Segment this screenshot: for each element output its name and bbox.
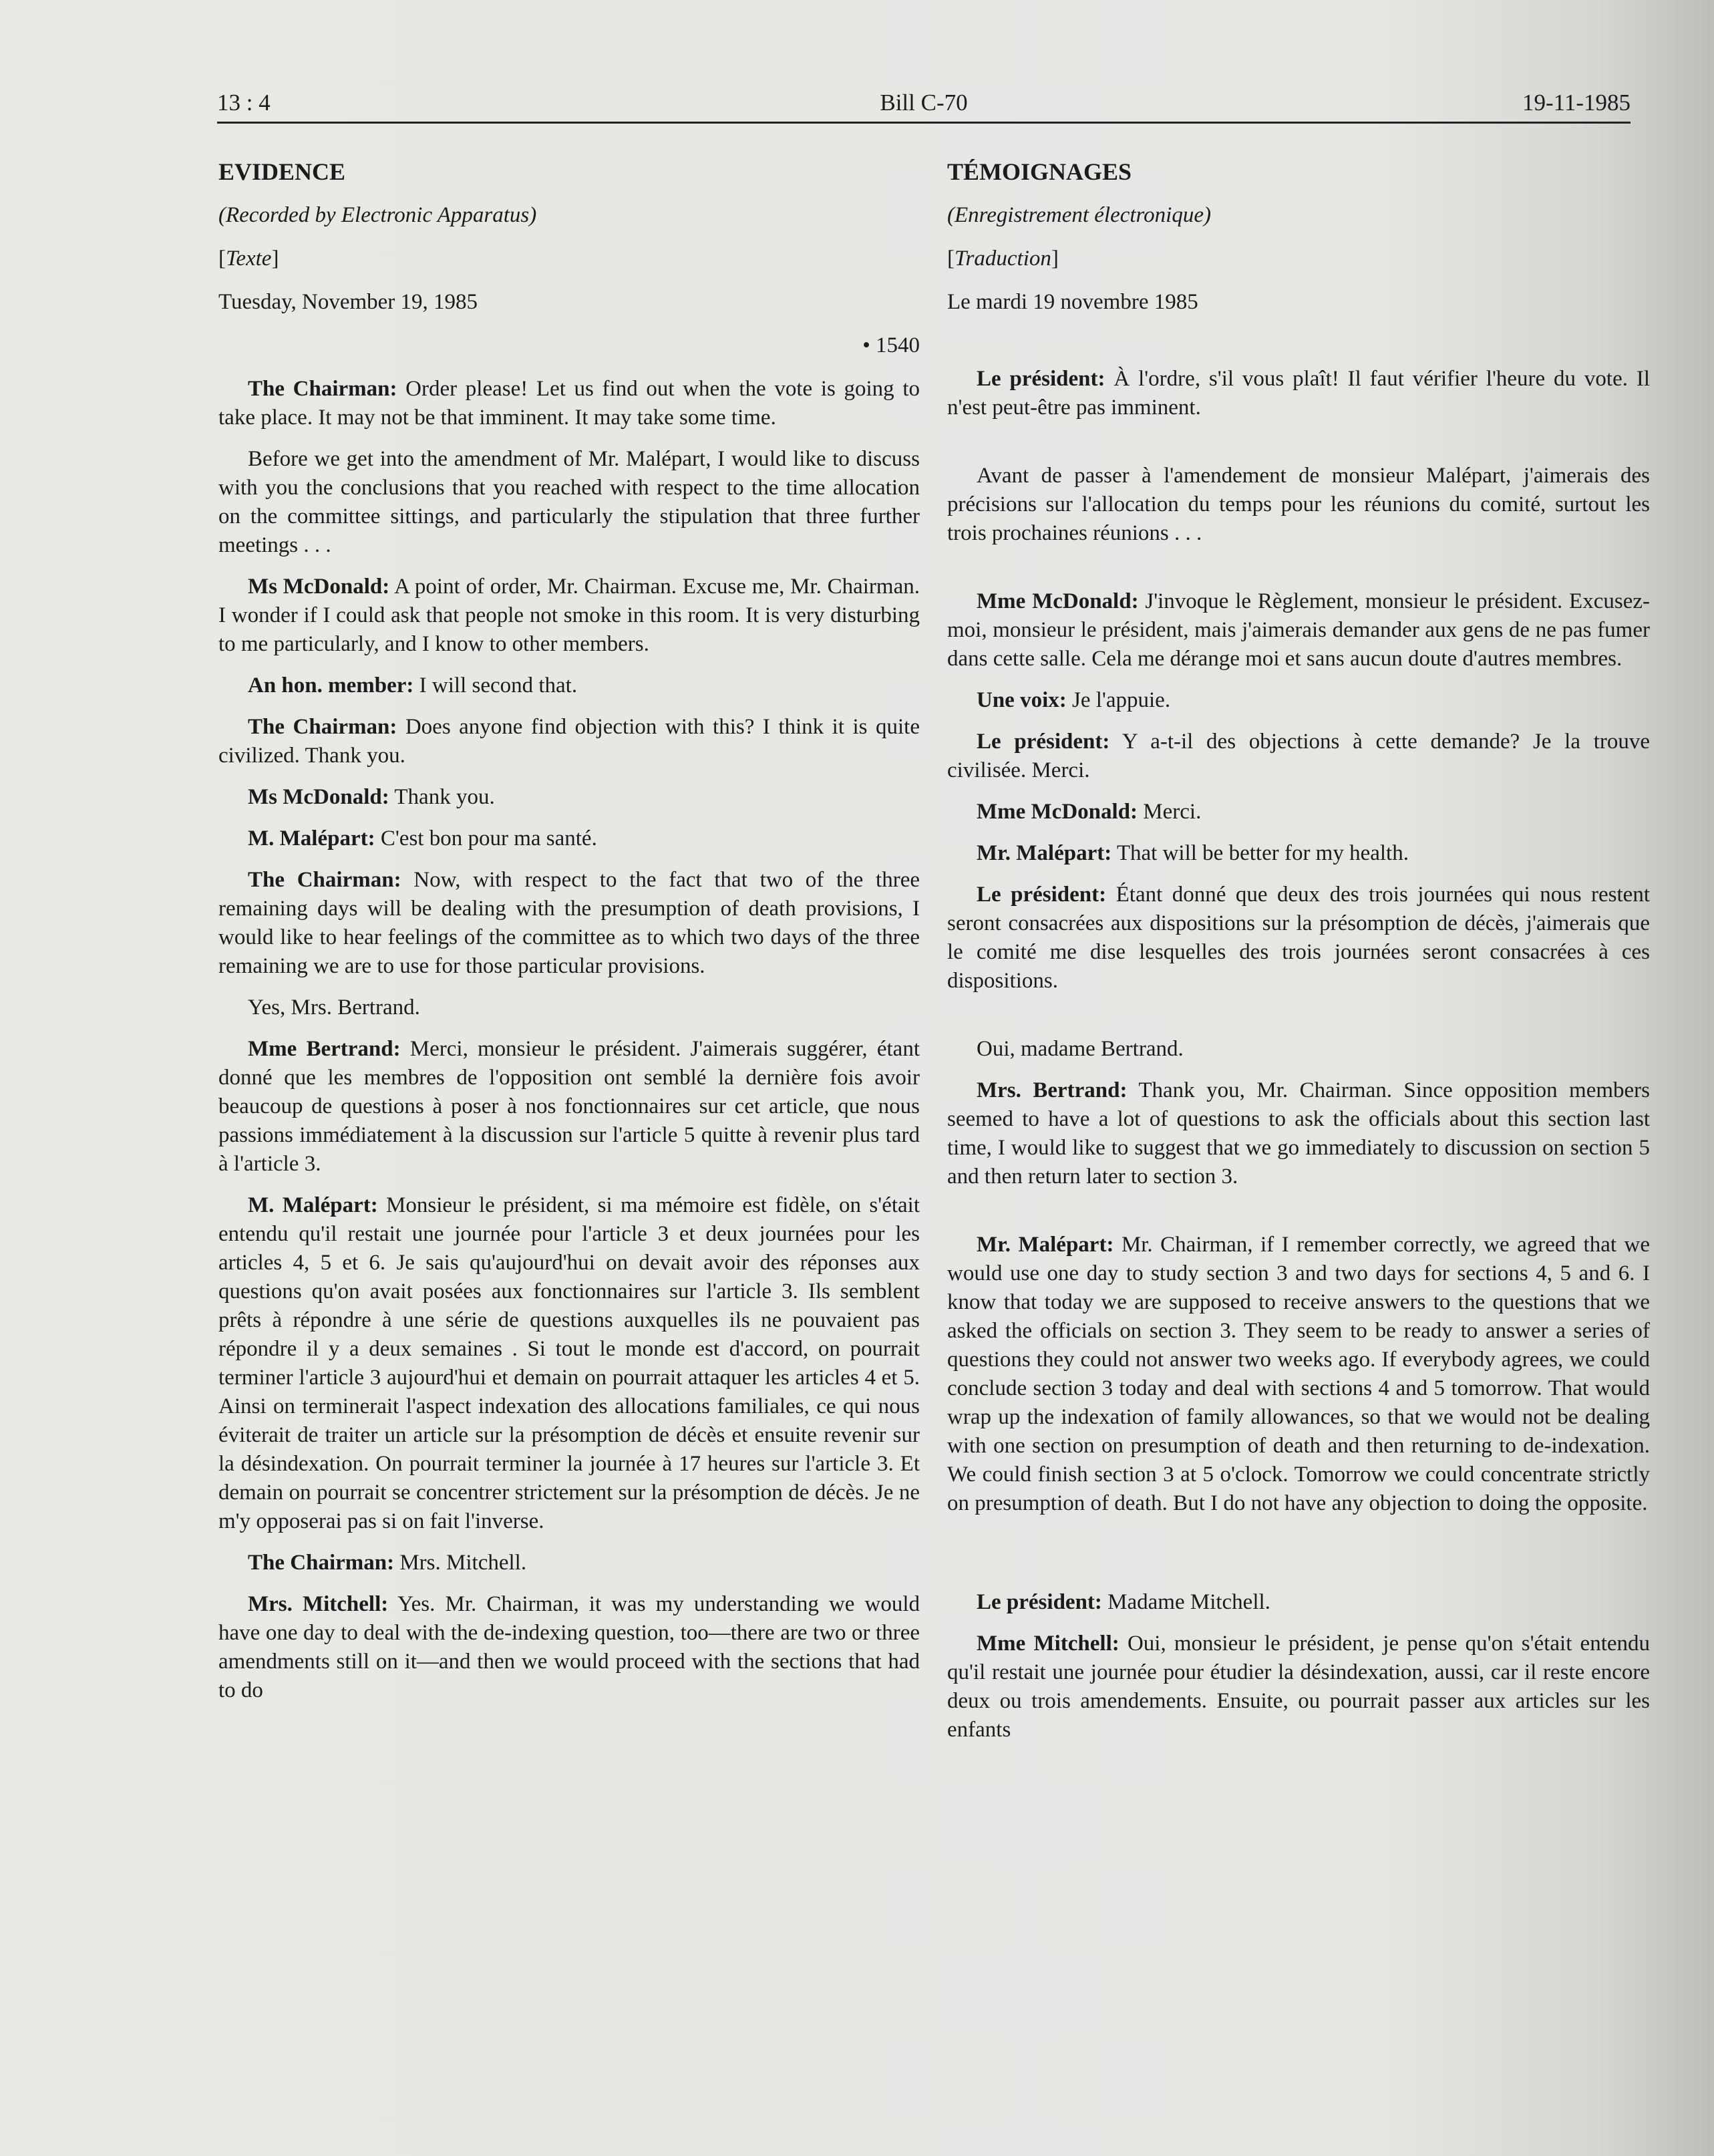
evidence-heading: EVIDENCE (218, 158, 346, 185)
session-date: Le mardi 19 novembre 1985 (947, 290, 1198, 314)
speech: I will second that. (413, 673, 578, 698)
speech: Mrs. Mitchell. (394, 1551, 527, 1575)
paragraph (947, 1076, 1650, 1191)
paragraph (218, 783, 920, 812)
recording-note-text: Recorded by Electronic Apparatus (226, 203, 530, 227)
speech: Yes. Mr. Chairman, it was my understanding we would have one day to deal with the de-indexing question, too—there are two or three amendments still on it—and then we would proceed with the sections that had to do (218, 1592, 920, 1702)
speaker: An hon. member: (248, 673, 414, 698)
left-column (218, 158, 920, 1718)
speaker: Mr. Malépart: (977, 841, 1112, 865)
speaker: Le président: (977, 367, 1105, 391)
speech: À l'ordre, s'il vous plaît! Il faut vérifier l'heure du vote. Il n'est peut-être pas imminent. (947, 367, 1650, 420)
temoignages-heading: TÉMOIGNAGES (947, 158, 1132, 185)
text-tag: [Traduction] (947, 247, 1059, 271)
speech: Avant de passer à l'amendement de monsieur Malépart, j'aimerais des précisions sur l'allocation du temps pour les réunions du comité, surtout les trois prochaines réunions . . . (947, 464, 1650, 545)
paragraph (947, 686, 1650, 715)
speaker: Mrs. Bertrand: (977, 1078, 1128, 1102)
text-tag-label: Texte (226, 247, 272, 271)
speech: Merci, monsieur le président. J'aimerais suggérer, étant donné que les membres de l'opposition ont semblé la dernière fois avoir beaucoup de questions à poser à nos fonctionnaires sur cet article, que nous passions immédiatement à la discussion sur l'article 5 quitte à revenir plus tard à l'article 3. (218, 1037, 920, 1176)
speech: Thank you, Mr. Chairman. Since opposition members seemed to have a lot of questions to ask the officials about this section last time, I would like to suggest that we go immediately to discussion on section 5 and then return later to section 3. (947, 1078, 1650, 1189)
speech: Y a-t-il des objections à cette demande? Je la trouve civilisée. Merci. (947, 730, 1650, 782)
text-tag: [Texte] (218, 247, 279, 271)
speaker: Ms McDonald: (248, 785, 389, 809)
speech: A point of order, Mr. Chairman. Excuse me, Mr. Chairman. I wonder if I could ask that people not smoke in this room. It is very disturbing to me particularly, and I know to other members. (218, 575, 920, 656)
paragraph (947, 587, 1650, 673)
header-date: 19-11-1985 (1522, 90, 1631, 116)
paragraph (218, 573, 920, 659)
time-mark: • 1540 (862, 333, 920, 357)
speech: Je l'appuie. (1066, 688, 1171, 712)
speaker: The Chairman: (248, 377, 397, 401)
speaker: Mme Bertrand: (248, 1037, 401, 1061)
speaker: Le président: (977, 883, 1107, 907)
speech: J'invoque le Règlement, monsieur le président. Excusez-moi, monsieur le président, mais j'aimerais demander aux gens de ne pas fumer dans cette salle. Cela me dérange moi et sans aucun doute d'autres membres. (947, 589, 1650, 671)
page-number: 13 : 4 (217, 90, 271, 116)
running-head (217, 80, 1631, 124)
speech: C'est bon pour ma santé. (375, 826, 597, 851)
speaker: Mrs. Mitchell: (248, 1592, 389, 1616)
speaker: M. Malépart: (248, 1193, 378, 1217)
speaker: The Chairman: (248, 715, 397, 739)
paragraph (947, 1035, 1650, 1064)
paragraph (218, 1035, 920, 1179)
paragraph (218, 993, 920, 1022)
speaker: Le président: (977, 1590, 1102, 1614)
speech: Étant donné que deux des trois journées qui nous restent seront consacrées aux dispositions sur la présomption de décès, j'aimerais que le comité me dise lesquelles des trois journées seront consacrées à ces dispositions. (947, 883, 1650, 993)
session-date: Tuesday, November 19, 1985 (218, 290, 478, 314)
speech: Madame Mitchell. (1101, 1590, 1270, 1614)
recording-note: (Recorded by Electronic Apparatus) (218, 203, 537, 227)
paragraph (218, 671, 920, 700)
speech: Now, with respect to the fact that two of the three remaining days will be dealing with the presumption of death provisions, I would like to hear feelings of the committee as to which two days of the three remaining we are to use for those particular provisions. (218, 868, 920, 978)
bill-title: Bill C-70 (880, 90, 968, 116)
speech: Mr. Chairman, if I remember correctly, we agreed that we would use one day to study section 3 and two days for sections 4, 5 and 6. I know that today we are supposed to receive answers to the questions that we asked the officials on section 3. They seem to be ready to answer a series of questions they could not answer two weeks ago. If everybody agrees, we could conclude section 3 today and deal with sections 4 and 5 tomorrow. That would wrap up the indexation of family allowances, so that we would not be dealing with one section on presumption of death and then returning to de-indexation. We could finish section 3 at 5 o'clock. Tomorrow we could concentrate strictly on presumption of death. But I do not have any objection to doing the opposite. (947, 1233, 1650, 1515)
speech: Thank you. (389, 785, 495, 809)
paragraph (218, 866, 920, 981)
speech: Oui, monsieur le président, je pense qu'on s'était entendu qu'il restait une journée pour étudier la désindexation, aussi, car il reste encore deux ou trois amendements. Ensuite, ou pourrait passer aux articles sur les enfants (947, 1632, 1651, 1742)
paragraph (218, 375, 920, 432)
paragraph (218, 1590, 920, 1705)
speech: That will be better for my health. (1111, 841, 1409, 865)
text-tag-label: Traduction (955, 247, 1051, 271)
speaker: Mr. Malépart: (977, 1233, 1114, 1257)
speaker: Ms McDonald: (248, 575, 390, 599)
paragraph (218, 445, 920, 560)
speech: Monsieur le président, si ma mémoire est fidèle, on s'était entendu qu'il restait une journée pour l'article 3 et deux journées pour les articles 4, 5 et 6. Je sais qu'aujourd'hui on devait avoir des réponses aux questions qu'on avait posées aux fonctionnaires sur l'article 3. Ils semblent prêts à répondre à une série de questions auxquelles ils ne pouvaient pas répondre il y a deux semaines . Si tout le monde est d'accord, on pourrait terminer l'article 3 aujourd'hui et demain on pourrait attaquer les articles 4 et 5. Ainsi on terminerait l'aspect indexation des allocations familiales, ce qui nous éviterait de traiter un article sur la présomption de décès et ensuite revenir sur la désindexation. On pourrait terminer la journée à 17 heures sur l'article 3. Et demain on pourrait se concentrer strictement sur la présomption de décès. Je ne m'y opposerai pas si on fait l'inverse. (218, 1193, 920, 1533)
speaker: Le président: (977, 730, 1110, 754)
speaker: The Chairman: (248, 868, 401, 892)
paragraph (947, 881, 1650, 995)
paragraph (218, 824, 920, 853)
speaker: Une voix: (977, 688, 1067, 712)
speaker: Mme Mitchell: (977, 1632, 1120, 1656)
paragraph (947, 1231, 1650, 1518)
speech: Does anyone find objection with this? I think it is quite civilized. Thank you. (218, 715, 920, 768)
paragraph (947, 462, 1650, 548)
speaker: M. Malépart: (248, 826, 375, 851)
recording-note: (Enregistrement électronique) (947, 203, 1211, 227)
speech: Before we get into the amendment of Mr. Malépart, I would like to discuss with you the conclusions that you reached with respect to the time allocation on the committee sittings, and particularly the stipulation that three further meetings . . . (218, 447, 920, 557)
paragraph (947, 839, 1650, 868)
speaker: Mme McDonald: (977, 800, 1138, 824)
paragraph (218, 1549, 920, 1577)
right-column (947, 158, 1650, 1757)
paragraph (947, 798, 1650, 826)
recording-note-text: Enregistrement électronique (955, 203, 1204, 227)
speaker: Mme McDonald: (977, 589, 1139, 613)
speech: Oui, madame Bertrand. (977, 1037, 1184, 1061)
speech: Yes, Mrs. Bertrand. (248, 995, 420, 1020)
speaker: The Chairman: (248, 1551, 395, 1575)
paragraph (947, 365, 1650, 422)
paragraph (218, 1191, 920, 1536)
paragraph (218, 713, 920, 770)
paragraph (947, 1588, 1650, 1617)
paragraph (947, 728, 1650, 785)
speech: Order please! Let us find out when the vote is going to take place. It may not be that imminent. It may take some time. (218, 377, 920, 430)
speech: Merci. (1138, 800, 1202, 824)
paragraph (947, 1630, 1650, 1744)
